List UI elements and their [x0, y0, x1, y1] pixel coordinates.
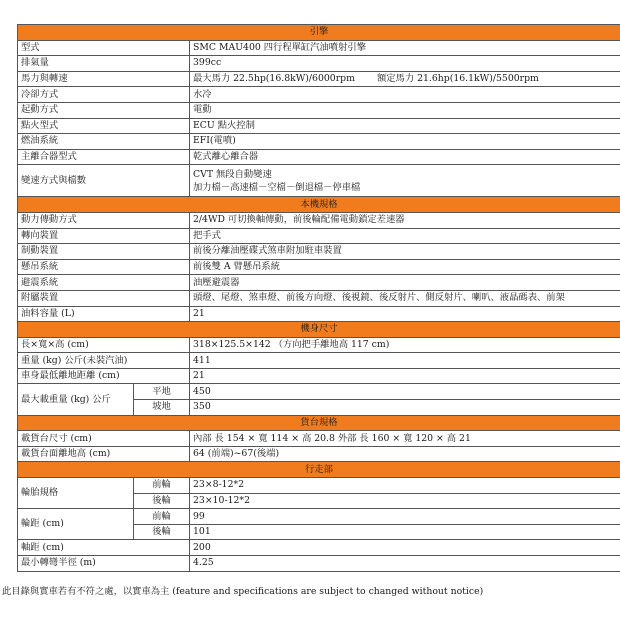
power-label: 馬力與轉速 [18, 71, 190, 87]
clearance-label: 車身最低離地距離 (cm) [18, 368, 190, 384]
clutch-value: 乾式離心離合器 [190, 149, 620, 165]
section-dimensions: 機身尺寸 [18, 322, 620, 338]
fuel-system-label: 燃油系統 [18, 134, 190, 150]
suspension-label: 懸吊系統 [18, 259, 190, 275]
section-cargo: 貨台規格 [18, 415, 620, 431]
power-value [190, 71, 620, 87]
wheelbase-value: 200 [190, 540, 620, 556]
rated-power: 額定馬力 21.6hp(16.1kW)/5500rpm [376, 73, 539, 85]
table-row [18, 228, 620, 244]
table-row [18, 134, 620, 150]
weight-label: 重量 (kg) 公斤(未裝汽油) [18, 353, 190, 369]
drive-value: 2/4WD 可切換軸傳動，前後輪配備電動鎖定差速器 [190, 212, 620, 228]
shock-label: 避震系統 [18, 275, 190, 291]
table-row [18, 40, 620, 56]
steering-label: 轉向裝置 [18, 228, 190, 244]
ignition-value: ECU 點火控制 [190, 118, 620, 134]
table-row [18, 149, 620, 165]
cooling-label: 冷卻方式 [18, 87, 190, 103]
table-row [18, 102, 620, 118]
max-load-slope-value: 350 [190, 400, 620, 416]
ignition-label: 點火型式 [18, 118, 190, 134]
shock-value: 油壓避震器 [190, 275, 620, 291]
tire-front-value: 23×8-12*2 [190, 478, 620, 494]
max-load-flat-label: 平地 [134, 384, 190, 400]
footnote: 此目錄與實車若有不符之處，以實車為主 (feature and specifications are subject to changed without notice) [2, 586, 484, 597]
transmission-line-2: 加力檔－高速檔－空檔－倒退檔－停車檔 [193, 181, 361, 193]
cargo-height-label: 載貨台面離地高 (cm) [18, 446, 190, 462]
table-row [18, 259, 620, 275]
section-engine: 引擎 [18, 25, 620, 41]
turning-radius-label: 最小轉彎半徑 (m) [18, 556, 190, 572]
clearance-value: 21 [190, 368, 620, 384]
track-rear-label: 後輪 [134, 524, 190, 540]
table-row [18, 71, 620, 87]
section-running: 行走部 [18, 462, 620, 478]
starting-value: 電動 [190, 102, 620, 118]
table-row [18, 212, 620, 228]
tire-front-label: 前輪 [134, 478, 190, 494]
transmission-label: 變速方式與檔數 [18, 165, 190, 197]
brake-label: 制動裝置 [18, 244, 190, 260]
max-load-slope-label: 坡地 [134, 400, 190, 416]
cargo-height-value: 64 (前端)~67(後端) [190, 446, 620, 462]
table-row [18, 556, 620, 572]
wheelbase-label: 軸距 (cm) [18, 540, 190, 556]
engine-type-value: SMC MAU400 四行程單缸汽油噴射引擎 [190, 40, 620, 56]
table-row [18, 165, 620, 197]
max-load-label: 最大載重量 (kg) 公斤 [18, 384, 134, 415]
displacement-label: 排氣量 [18, 56, 190, 72]
table-row [18, 431, 620, 447]
clutch-label: 主離合器型式 [18, 149, 190, 165]
table-row [18, 290, 620, 306]
drive-label: 動力傳動方式 [18, 212, 190, 228]
tire-rear-value: 23×10-12*2 [190, 493, 620, 509]
accessories-label: 附屬裝置 [18, 290, 190, 306]
table-row [18, 306, 620, 322]
spec-table [17, 24, 620, 572]
table-row [18, 368, 620, 384]
table-row [18, 509, 620, 525]
weight-value: 411 [190, 353, 620, 369]
track-rear-value: 101 [190, 524, 620, 540]
max-power: 最大馬力 22.5hp(16.8kW)/6000rpm [193, 73, 355, 85]
tire-rear-label: 後輪 [134, 493, 190, 509]
engine-type-label: 型式 [18, 40, 190, 56]
table-row [18, 244, 620, 260]
lwh-label: 長×寬×高 (cm) [18, 337, 190, 353]
table-row [18, 87, 620, 103]
table-row [18, 446, 620, 462]
table-row [18, 478, 620, 494]
turning-radius-value: 4.25 [190, 556, 620, 572]
tire-label: 輪胎規格 [18, 478, 134, 509]
cargo-size-label: 載貨台尺寸 (cm) [18, 431, 190, 447]
suspension-value: 前後雙 A 臂懸吊系統 [190, 259, 620, 275]
table-row [18, 275, 620, 291]
cooling-value: 水冷 [190, 87, 620, 103]
brake-value: 前後分離油壓碟式煞車附加駐車裝置 [190, 244, 620, 260]
track-front-label: 前輪 [134, 509, 190, 525]
max-load-flat-value: 450 [190, 384, 620, 400]
cargo-size-value: 內部 長 154 × 寬 114 × 高 20.8 外部 長 160 × 寬 120 × 高 21 [190, 431, 620, 447]
steering-value: 把手式 [190, 228, 620, 244]
displacement-value: 399cc [190, 56, 620, 72]
table-row [18, 353, 620, 369]
lwh-value: 318×125.5×142 （方向把手離地高 117 cm) [190, 337, 620, 353]
starting-label: 起動方式 [18, 102, 190, 118]
table-row [18, 118, 620, 134]
accessories-value: 頭燈、尾燈、煞車燈、前後方向燈、後視鏡、後反射片、側反射片、喇叭、液晶碼表、前架 [190, 290, 620, 306]
fuel-capacity-label: 油料容量 (L) [18, 306, 190, 322]
fuel-system-value: EFI(電噴) [190, 134, 620, 150]
fuel-capacity-value: 21 [190, 306, 620, 322]
table-row [18, 56, 620, 72]
table-row [18, 540, 620, 556]
section-body-spec: 本機規格 [18, 197, 620, 213]
table-row [18, 337, 620, 353]
track-front-value: 99 [190, 509, 620, 525]
transmission-line-1: CVT 無段自動變速 [193, 168, 272, 180]
table-row [18, 384, 620, 400]
track-label: 輪距 (cm) [18, 509, 134, 540]
transmission-value [190, 165, 620, 197]
